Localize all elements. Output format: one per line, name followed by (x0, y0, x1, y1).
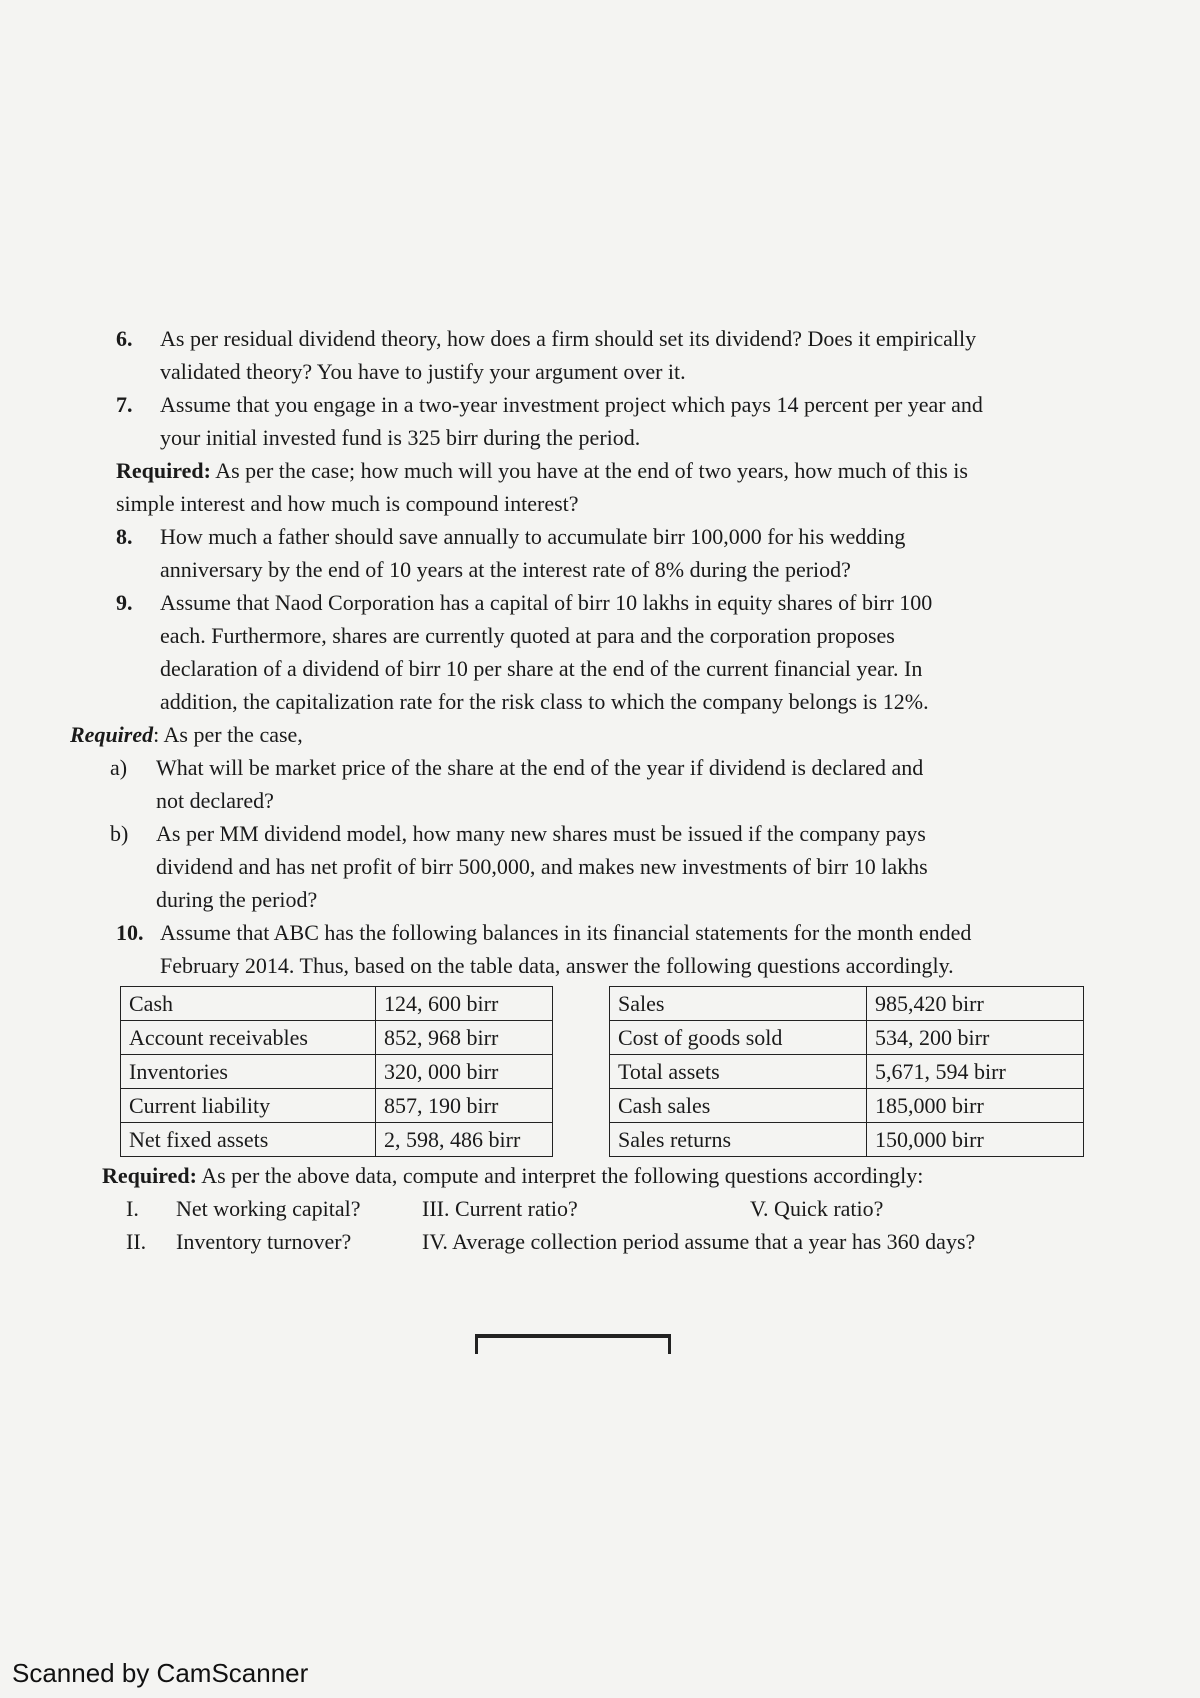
table-cell: Net fixed assets (121, 1123, 376, 1157)
table-cell: 857, 190 birr (376, 1089, 553, 1123)
table-cell: 124, 600 birr (376, 987, 553, 1021)
table-cell: Cost of goods sold (610, 1021, 867, 1055)
sub-question-text: Inventory turnover? (176, 1229, 352, 1254)
sub-question-label: a) (110, 755, 128, 780)
question-text-line: As per residual dividend theory, how does a firm should set its dividend? Does it empirically (160, 326, 977, 351)
question-number: 9. (116, 590, 133, 615)
table-row (121, 1123, 1084, 1157)
question-text-line: each. Furthermore, shares are currently quoted at para and the corporation proposes (160, 623, 895, 648)
question-text-line: declaration of a dividend of birr 10 per share at the end of the current financial year. In (160, 656, 923, 681)
table-row (121, 1089, 1084, 1123)
table-gap (553, 987, 610, 1021)
question-10-required (70, 1159, 1090, 1192)
sub-question-text: III. Current ratio? (422, 1196, 578, 1221)
table-cell: 534, 200 birr (867, 1021, 1084, 1055)
question-10 (70, 916, 1090, 982)
table-cell: Cash sales (610, 1089, 867, 1123)
table-cell: 2, 598, 486 birr (376, 1123, 553, 1157)
sub-question-text: Net working capital? (176, 1196, 361, 1221)
sub-question-line: dividend and has net profit of birr 500,000, and makes new investments of birr 10 lakhs (156, 854, 928, 879)
question-number: 8. (116, 524, 133, 549)
question-number: 10. (116, 920, 144, 945)
table-cell: 985,420 birr (867, 987, 1084, 1021)
sub-question-number: I. (126, 1196, 139, 1221)
question-text-line: February 2014. Thus, based on the table data, answer the following questions accordingly. (160, 953, 954, 978)
question-text-line: your initial invested fund is 325 birr during the period. (160, 425, 641, 450)
sub-question-line: during the period? (156, 887, 318, 912)
question-text-line: How much a father should save annually to accumulate birr 100,000 for his wedding (160, 524, 906, 549)
question-text-line: Assume that ABC has the following balances in its financial statements for the month ended (160, 920, 972, 945)
sub-question-text: V. Quick ratio? (750, 1196, 884, 1221)
required-text: As per the above data, compute and interpret the following questions accordingly: (201, 1163, 924, 1188)
required-label: Required: (102, 1163, 197, 1188)
table-cell: 320, 000 birr (376, 1055, 553, 1089)
table-cell: 5,671, 594 birr (867, 1055, 1084, 1089)
question-number: 6. (116, 326, 133, 351)
table-cell: 852, 968 birr (376, 1021, 553, 1055)
sub-question-number: II. (126, 1229, 147, 1254)
table-cell: 150,000 birr (867, 1123, 1084, 1157)
table-cell: Current liability (121, 1089, 376, 1123)
table-cell: 185,000 birr (867, 1089, 1084, 1123)
table-cell: Total assets (610, 1055, 867, 1089)
question-9b (70, 817, 1090, 916)
required-text: : As per the case, (153, 722, 303, 747)
sub-question-line: What will be market price of the share at the end of the year if dividend is declared and (156, 755, 924, 780)
scanner-watermark: Scanned by CamScanner (12, 1658, 309, 1688)
question-9 (70, 586, 1090, 718)
table-cell: Sales (610, 987, 867, 1021)
table-cell: Inventories (121, 1055, 376, 1089)
table-gap (553, 1123, 610, 1157)
table-cell: Cash (121, 987, 376, 1021)
sub-question-label: b) (110, 821, 129, 846)
table-gap (553, 1021, 610, 1055)
table-row (121, 1021, 1084, 1055)
sub-question-line: As per MM dividend model, how many new shares must be issued if the company pays (156, 821, 926, 846)
table-gap (553, 1089, 610, 1123)
required-label: Required: (116, 458, 211, 483)
question-text-line: validated theory? You have to justify your argument over it. (160, 359, 686, 384)
sub-questions-row-1 (70, 1192, 1090, 1225)
table-cell: Sales returns (610, 1123, 867, 1157)
table-row (121, 1055, 1084, 1089)
required-text: As per the case; how much will you have at the end of two years, how much of this is (215, 458, 968, 483)
table-row (121, 987, 1084, 1021)
sub-questions-row-2 (70, 1225, 1090, 1258)
question-number: 7. (116, 392, 133, 417)
question-text-line: Assume that Naod Corporation has a capital of birr 10 lakhs in equity shares of birr 100 (160, 590, 933, 615)
question-9-required (70, 718, 1090, 751)
question-9a (70, 751, 1090, 817)
end-mark (475, 1334, 671, 1354)
required-text-line: simple interest and how much is compound interest? (116, 491, 579, 516)
sub-question-text: IV. Average collection period assume that a year has 360 days? (422, 1229, 976, 1254)
table-gap (553, 1055, 610, 1089)
question-text-line: Assume that you engage in a two-year investment project which pays 14 percent per year and (160, 392, 983, 417)
question-text-line: addition, the capitalization rate for the risk class to which the company belongs is 12%. (160, 689, 929, 714)
sub-question-line: not declared? (156, 788, 274, 813)
table-cell: Account receivables (121, 1021, 376, 1055)
required-label: Required (70, 722, 154, 747)
question-8 (70, 520, 1090, 586)
question-text-line: anniversary by the end of 10 years at the interest rate of 8% during the period? (160, 557, 851, 582)
question-7-required (70, 454, 1090, 520)
exam-questions (70, 322, 1090, 1258)
question-7 (70, 388, 1090, 454)
financial-balances-table (120, 986, 1084, 1157)
question-6 (70, 322, 1090, 388)
